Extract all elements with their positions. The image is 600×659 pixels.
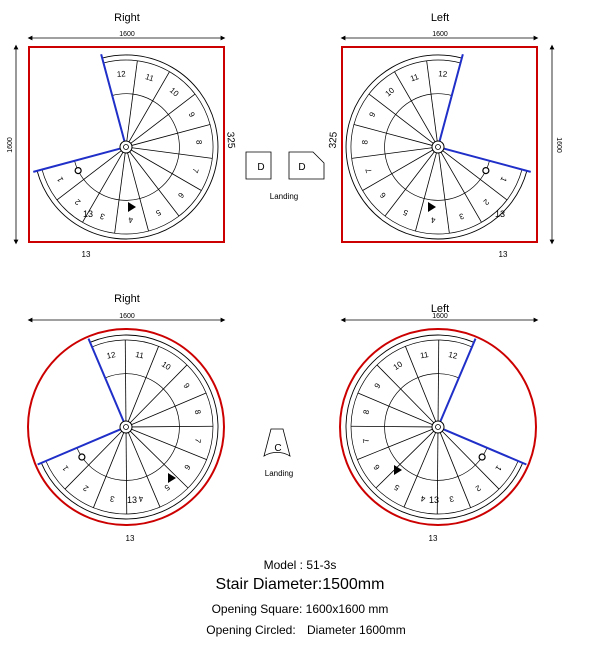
start-post bbox=[479, 454, 485, 460]
landing-edge-line bbox=[440, 54, 463, 141]
top-right-plan bbox=[7, 12, 236, 259]
step-number: 9 bbox=[372, 381, 383, 391]
plan-step-count-label: 13 bbox=[428, 534, 438, 543]
opening-circled-line bbox=[0, 623, 600, 637]
tread-edge bbox=[131, 94, 195, 143]
plan-title: Left bbox=[430, 303, 450, 315]
step-number: 11 bbox=[409, 72, 420, 84]
bottom-landing-legend bbox=[264, 429, 293, 478]
step-number: 1 bbox=[60, 463, 71, 473]
step-number: 9 bbox=[181, 381, 192, 391]
direction-arrow-icon bbox=[428, 202, 436, 212]
tread-edge bbox=[438, 340, 439, 421]
height-dimension-label: 1600 bbox=[7, 137, 14, 153]
opening-circled-value: Diameter 1600mm bbox=[307, 623, 406, 637]
tread-edge bbox=[57, 151, 121, 200]
step-number: 6 bbox=[182, 462, 193, 472]
step-number: 1 bbox=[55, 175, 66, 184]
step-number: 6 bbox=[176, 190, 186, 200]
opening-circled-label: Opening Circled: bbox=[206, 623, 296, 637]
stair-plan bbox=[346, 335, 526, 519]
tread-edge bbox=[128, 346, 158, 421]
step-number: 4 bbox=[128, 215, 134, 225]
stair-plan bbox=[33, 54, 236, 239]
start-post bbox=[75, 168, 81, 174]
step-number: 12 bbox=[447, 350, 459, 361]
step-number: 9 bbox=[186, 110, 197, 119]
tread-edge bbox=[440, 433, 470, 508]
top-left-plan bbox=[328, 12, 562, 259]
step-number: 3 bbox=[109, 493, 116, 504]
plan-step-count-label: 13 bbox=[81, 250, 91, 259]
start-post bbox=[483, 168, 489, 174]
landing-caption: Landing bbox=[264, 469, 294, 478]
step-number: 8 bbox=[194, 139, 204, 145]
landing-step-number: 13 bbox=[126, 495, 138, 505]
tread-edge bbox=[377, 365, 434, 423]
plan-title: Left bbox=[430, 12, 450, 24]
step-number: 2 bbox=[473, 483, 483, 494]
step-number: 4 bbox=[420, 493, 427, 504]
width-dimension-label: 1600 bbox=[119, 313, 135, 320]
tread-edge bbox=[376, 431, 434, 488]
step-number: 5 bbox=[392, 482, 402, 493]
tread-edge bbox=[93, 433, 123, 508]
step-number: 9 bbox=[367, 110, 378, 119]
step-number: 2 bbox=[481, 197, 491, 207]
step-number: 8 bbox=[360, 139, 370, 145]
step-number: 1 bbox=[498, 175, 509, 184]
tread-edge bbox=[130, 365, 187, 423]
bottom-left-plan bbox=[340, 303, 536, 543]
plan-step-count-label: 13 bbox=[498, 250, 508, 259]
step-number: 7 bbox=[363, 166, 374, 175]
step-number: 5 bbox=[162, 482, 172, 493]
landing-edge-line bbox=[101, 54, 124, 141]
tread-edge bbox=[132, 393, 207, 425]
step-number: 10 bbox=[167, 85, 181, 99]
landing-type-label: C bbox=[274, 443, 282, 454]
tread-edge bbox=[357, 429, 432, 459]
step-number: 3 bbox=[457, 211, 466, 222]
centre-column bbox=[120, 141, 132, 153]
centre-column bbox=[120, 421, 132, 433]
height-dimension-label: 1600 bbox=[555, 137, 562, 153]
tread-edge bbox=[385, 152, 434, 216]
step-number: 10 bbox=[391, 359, 405, 373]
step-number: 6 bbox=[371, 462, 382, 472]
step-number: 12 bbox=[438, 69, 448, 79]
step-number: 1 bbox=[493, 463, 504, 473]
step-number: 2 bbox=[73, 197, 83, 207]
step-number: 11 bbox=[419, 349, 430, 361]
step-number: 11 bbox=[134, 349, 145, 361]
landing-step-number: 13 bbox=[428, 495, 440, 505]
stair-diameter-line: Stair Diameter:1500mm bbox=[215, 576, 385, 593]
tread-edge bbox=[132, 429, 207, 459]
step-number: 7 bbox=[361, 437, 372, 444]
plan-title: Right bbox=[114, 12, 140, 24]
stair-plan bbox=[38, 335, 218, 519]
step-number: 7 bbox=[190, 166, 201, 175]
centre-column bbox=[432, 421, 444, 433]
centre-column bbox=[432, 141, 444, 153]
tread-edge bbox=[125, 340, 126, 421]
width-dimension-label: 1600 bbox=[432, 313, 448, 320]
landing-caption: Landing bbox=[269, 192, 299, 201]
step-number: 12 bbox=[116, 69, 126, 79]
tread-edge bbox=[369, 94, 433, 143]
step-number: 8 bbox=[192, 409, 203, 416]
tread-edge bbox=[427, 61, 438, 141]
model-line: Model : 51-3s bbox=[263, 558, 337, 572]
tread-edge bbox=[132, 148, 212, 159]
step-number: 4 bbox=[430, 215, 436, 225]
step-number: 12 bbox=[105, 350, 117, 361]
landing-type-label: D bbox=[298, 162, 306, 173]
direction-arrow-icon bbox=[128, 202, 136, 212]
tread-edge bbox=[351, 426, 432, 427]
tread-edge bbox=[130, 431, 188, 488]
step-number: 11 bbox=[144, 72, 155, 84]
step-number: 3 bbox=[98, 211, 107, 222]
step-number: 6 bbox=[378, 190, 388, 200]
width-dimension-label: 1600 bbox=[432, 31, 448, 38]
step-number: 10 bbox=[159, 359, 173, 373]
top-landing-legend bbox=[246, 152, 324, 201]
step-number: 2 bbox=[81, 483, 91, 494]
step-number: 5 bbox=[154, 207, 163, 218]
bottom-right-plan bbox=[28, 293, 224, 543]
step-number: 7 bbox=[192, 437, 203, 444]
start-post bbox=[79, 454, 85, 460]
plan-title: Right bbox=[114, 293, 140, 305]
landing-step-number: 13 bbox=[82, 209, 94, 219]
tread-edge bbox=[358, 393, 433, 425]
tread-width-dimension: 325 bbox=[224, 131, 237, 149]
tread-edge bbox=[439, 153, 450, 233]
opening-square-line: Opening Square: 1600x1600 mm bbox=[211, 602, 389, 616]
step-number: 3 bbox=[448, 493, 455, 504]
step-number: 4 bbox=[137, 493, 144, 504]
tread-edge bbox=[130, 152, 179, 216]
step-number: 5 bbox=[401, 207, 410, 218]
landing-step-number: 13 bbox=[494, 209, 506, 219]
step-number: 10 bbox=[383, 85, 397, 99]
tread-edge bbox=[127, 61, 138, 141]
plan-step-count-label: 13 bbox=[125, 534, 135, 543]
tread-edge bbox=[443, 151, 507, 200]
tread-edge bbox=[352, 148, 432, 159]
tread-width-dimension: 325 bbox=[327, 131, 340, 149]
landing-type-label: D bbox=[257, 162, 265, 173]
step-number: 8 bbox=[361, 409, 372, 416]
tread-edge bbox=[115, 153, 126, 233]
landing-shape-left-icon bbox=[289, 152, 324, 179]
width-dimension-label: 1600 bbox=[119, 31, 135, 38]
tread-edge bbox=[132, 426, 213, 427]
